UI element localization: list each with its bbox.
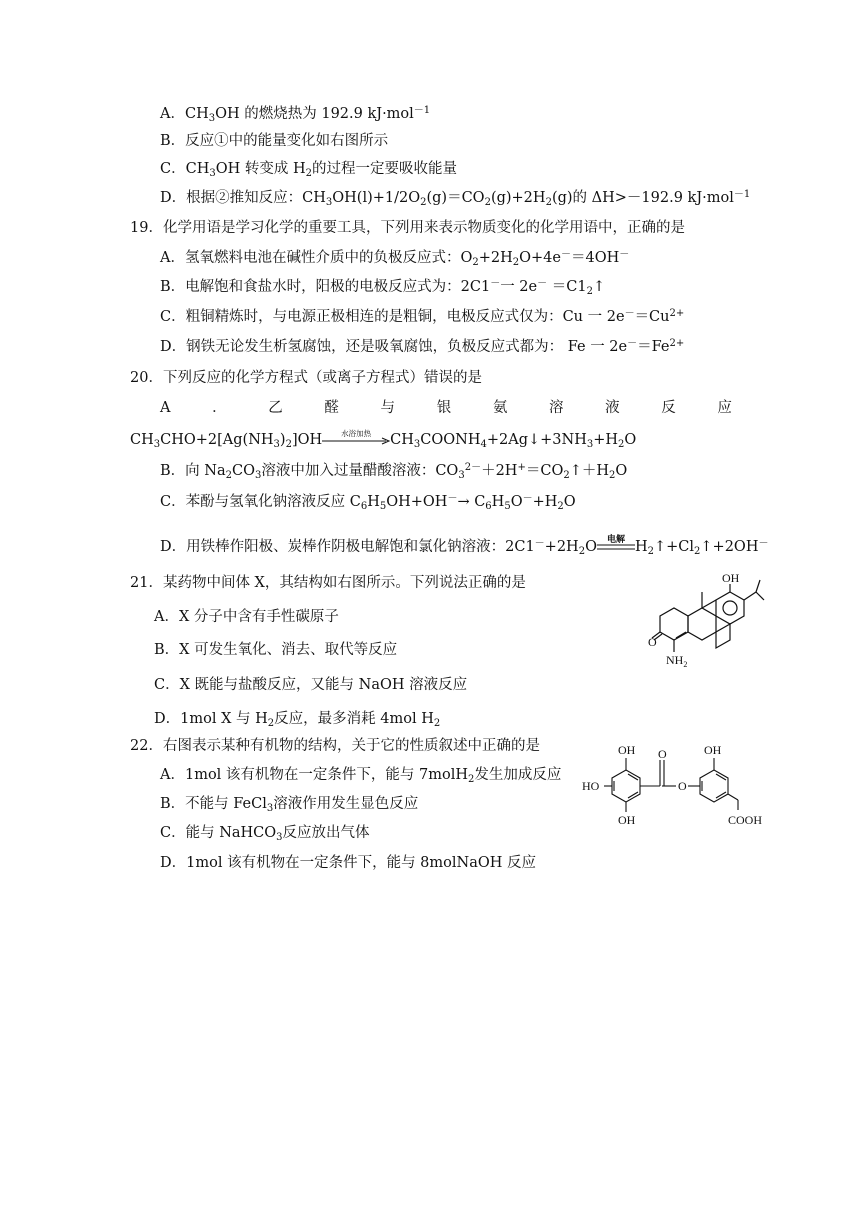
q18-option-d: D．根据②推知反应：$CH_3OH(l)+1/2O_2(g)=CO_2(g)+2H_2(g)$的 ΔH>－192.9 kJ·mol$^{-1}$ — [160, 189, 751, 208]
q20-option-a-char: 液 — [605, 400, 620, 416]
q19-option-c: C．粗铜精炼时，与电源正极相连的是粗铜，电极反应式仅为：Cu 一 $2e^-=Cu^{2+}$ — [160, 308, 685, 325]
q22-option-d: D．1mol 该有机物在一定条件下，能与 8molNaOH 反应 — [160, 855, 537, 871]
carbonyl-oxygen-label: O — [658, 747, 667, 761]
q21-option-b: B．X 可发生氧化、消去、取代等反应 — [154, 642, 398, 658]
q19-option-d: D．钢铁无论发生析氢腐蚀，还是吸氧腐蚀，负极反应式都为： Fe 一 $2e^-=Fe^{2+}$ — [160, 338, 685, 355]
q18-option-b: B．反应①中的能量变化如右图所示 — [160, 133, 389, 149]
q20-option-d: D．用铁棒作阳极、炭棒作阴极电解饱和氯化钠溶液：$2C1^-+2H_2O$ 电解 $H_2↑+Cl_2↑+2OH^-$ — [160, 535, 769, 557]
q20-option-a-char: 与 — [380, 400, 396, 416]
q20-option-a-char: A — [160, 400, 171, 416]
ester-oxygen-label: O — [678, 779, 687, 793]
q20-option-a-char: 氨 — [492, 400, 508, 416]
right-top-hydroxyl-label: OH — [704, 743, 722, 757]
q20-option-a-equation: $CH_3CHO+2[Ag(NH_3)_2]OH$ 水浴加热 $CH_3COONH_4+2Ag↓+3NH_3+H_2O$ — [130, 429, 637, 450]
q22-option-a: A．1mol 该有机物在一定条件下，能与 7molH$_2$发生加成反应 — [160, 767, 562, 785]
q20-option-a-char: 醛 — [324, 400, 339, 416]
carbonyl-oxygen-label: O — [648, 635, 657, 649]
q21-option-d: D．1mol X 与 $H_2$反应，最多消耗 4mol $H_2$ — [154, 711, 441, 729]
q20-option-a-heading — [160, 398, 732, 418]
q20-option-a-char: 溶 — [548, 400, 564, 416]
q19-option-a: A．氢氧燃料电池在碱性介质中的负极反应式：$O_2+2H_2O+4e^-=4OH^-$ — [160, 249, 630, 268]
q22-option-c: C．能与 NaHCO$_3$反应放出气体 — [160, 825, 370, 843]
q21-option-a: A．X 分子中含有手性碳原子 — [154, 609, 339, 625]
q20-option-a-char: 乙 — [268, 400, 283, 416]
q20-option-a-char: 反 — [661, 400, 676, 416]
q22-stem: 22．右图表示某种有机物的结构，关于它的性质叙述中正确的是 — [130, 738, 540, 754]
q20-option-c: C．苯酚与氢氧化钠溶液反应 $C_6H_5OH+OH^-\to C_6H_5O^-+H_2O$ — [160, 493, 576, 512]
bottom-hydroxyl-label: OH — [618, 813, 636, 827]
q20-option-a-char: 银 — [436, 400, 452, 416]
left-hydroxyl-label: HO — [582, 779, 600, 793]
amino-label: $NH_2$ — [666, 653, 688, 669]
q21-stem: 21．某药物中间体 X，其结构如右图所示。下列说法正确的是 — [130, 575, 526, 591]
electrolysis-equals-sign: 电解 — [606, 535, 625, 545]
carboxyl-label: COOH — [728, 813, 763, 827]
q20-option-a-char: 应 — [717, 400, 732, 416]
q18-option-a: A．$CH_3OH$ 的燃烧热为 192.9 kJ·mol$^{-1}$ — [160, 105, 431, 124]
q19-stem: 19．化学用语是学习化学的重要工具，下列用来表示物质变化的化学用语中，正确的是 — [130, 220, 685, 236]
top-hydroxyl-label: OH — [618, 743, 636, 757]
q20-stem: 20．下列反应的化学方程式（或离子方程式）错误的是 — [130, 370, 482, 386]
ester-compound-structure — [578, 740, 774, 832]
q20-option-a-char: ． — [212, 400, 227, 416]
compound-x-structure — [648, 572, 778, 674]
hydroxyl-label: OH — [722, 572, 740, 585]
q22-option-b: B．不能与 FeCl$_3$溶液作用发生显色反应 — [160, 796, 419, 814]
q20-option-b: B．向 $Na_2CO_3$溶液中加入过量醋酸溶液：$CO_3^{2-}+2H^+=CO_2↑+H_2O$ — [160, 462, 628, 481]
q18-option-c: C．$CH_3OH$ 转变成 $H_2$的过程一定要吸收能量 — [160, 161, 457, 179]
q19-option-b: B．电解饱和食盐水时，阳极的电极反应式为：2C1－一 $2e^- =C1_2↑$ — [160, 278, 606, 297]
q21-option-c: C．X 既能与盐酸反应，又能与 NaOH 溶液反应 — [154, 677, 468, 693]
reaction-arrow: 水浴加热 — [322, 433, 390, 447]
